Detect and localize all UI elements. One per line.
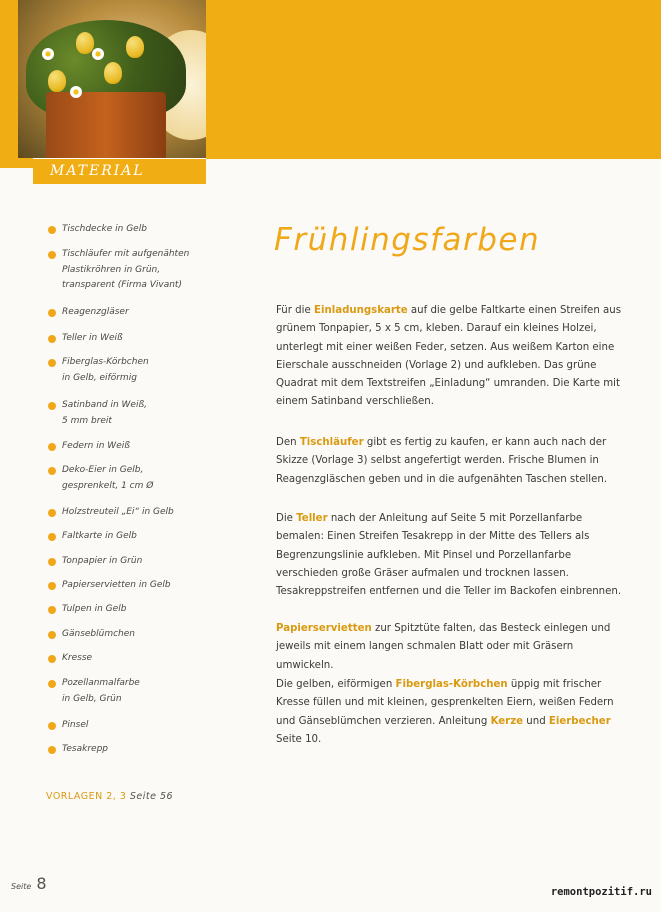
page-word: Seite xyxy=(11,882,32,891)
bullet-dot-icon xyxy=(48,722,56,730)
egg-shape xyxy=(104,62,122,84)
egg-shape xyxy=(48,70,66,92)
material-item: Kresse xyxy=(48,651,228,667)
bullet-dot-icon xyxy=(48,309,56,317)
material-item: Fiberglas-Körbchen in Gelb, eiförmig xyxy=(48,355,228,386)
material-item: Tulpen in Gelb xyxy=(48,602,228,618)
daisy-shape xyxy=(42,48,54,60)
material-item: Papierservietten in Gelb xyxy=(48,578,228,594)
highlight-term: Papierservietten xyxy=(276,623,372,634)
material-item: Federn in Weiß xyxy=(48,439,228,455)
bullet-dot-icon xyxy=(48,680,56,688)
material-item: Gänseblümchen xyxy=(48,627,228,643)
material-item: Deko-Eier in Gelb, gesprenkelt, 1 cm Ø xyxy=(48,463,228,494)
highlight-term: Tischläufer xyxy=(299,437,364,448)
material-item: Tesakrepp xyxy=(48,742,228,758)
paragraph-table-runner: Den Tischläufer gibt es fertig zu kaufen, er kann auch nach der Skizze (Vorlage 3) selbst angefertigt werden. Frische Blumen in Reagenzgläschen geben und in die aufgenähten Taschen stellen. xyxy=(276,437,608,485)
templates-label: VORLAGEN 2, 3 xyxy=(46,791,127,802)
material-item: Holzstreuteil „Ei“ in Gelb xyxy=(48,505,228,521)
bullet-dot-icon xyxy=(48,606,56,614)
paragraph-napkins: Papierservietten zur Spitztüte falten, das Besteck einlegen und jeweils mit einem langen schmalen Blatt oder mit Gräsern umwickeln. xyxy=(276,623,611,671)
decoration-photo xyxy=(18,0,206,158)
material-item: Faltkarte in Gelb xyxy=(48,529,228,545)
bullet-dot-icon xyxy=(48,582,56,590)
bullet-dot-icon xyxy=(48,467,56,475)
top-color-band xyxy=(206,0,661,159)
material-item: Tischdecke in Gelb xyxy=(48,222,228,238)
material-item: Pozellanmalfarbe in Gelb, Grün xyxy=(48,676,228,707)
page-title: Frühlingsfarben xyxy=(274,222,541,258)
highlight-term: Eierbecher xyxy=(548,715,611,727)
egg-shape xyxy=(126,36,144,58)
highlight-term: Kerze xyxy=(490,715,524,727)
material-item: Teller in Weiß xyxy=(48,331,228,347)
bullet-dot-icon xyxy=(48,226,56,234)
highlight-term: Fiberglas-Körbchen xyxy=(395,679,508,690)
daisy-shape xyxy=(92,48,104,60)
bullet-dot-icon xyxy=(48,558,56,566)
bullet-dot-icon xyxy=(48,655,56,663)
templates-page: Seite 56 xyxy=(129,791,174,802)
material-item: Tonpapier in Grün xyxy=(48,554,228,570)
material-item: Tischläufer mit aufgenähten Plastikröhren in Grün, transparent (Firma Vivant) xyxy=(48,247,228,294)
bullet-dot-icon xyxy=(48,359,56,367)
material-item: Reagenzgläser xyxy=(48,305,228,321)
egg-shape xyxy=(76,32,94,54)
bullet-dot-icon xyxy=(48,251,56,259)
highlight-term: Teller xyxy=(296,513,328,524)
highlight-term: Einladungskarte xyxy=(314,305,408,316)
bullet-dot-icon xyxy=(48,335,56,343)
paragraph-baskets: Die gelben, eiförmigen Fiberglas-Körbchen üppig mit frischer Kresse füllen und mit kleinen, gesprenkelten Eiern, weißen Federn und Gänseblümchen verzieren. Anleitung Kerze und Eierbecher Seite 10. xyxy=(276,679,614,745)
bullet-dot-icon xyxy=(48,533,56,541)
pot-shape xyxy=(46,92,166,158)
bullet-dot-icon xyxy=(48,746,56,754)
page-number-value: 8 xyxy=(36,874,47,893)
bullet-dot-icon xyxy=(48,443,56,451)
bullet-dot-icon xyxy=(48,402,56,410)
daisy-shape xyxy=(70,86,82,98)
material-item: Pinsel xyxy=(48,718,228,734)
material-header: MATERIAL xyxy=(33,159,206,184)
watermark: remontpozitif.ru xyxy=(550,886,652,898)
paragraph-plates: Die Teller nach der Anleitung auf Seite 5 mit Porzellanfarbe bemalen: Einen Streifen Tesakrepp in der Mitte des Tellers als Begrenzungslinie aufkleben. Mit Pinsel und Porzellanfarbe verschieden große Gräser aufmalen und trocknen lassen. Tesakreppstreifen entfernen und die Teller im Backofen einbrennen. xyxy=(276,513,622,598)
bullet-dot-icon xyxy=(48,509,56,517)
paragraph-invitation: Für die Einladungskarte auf die gelbe Faltkarte einen Streifen aus grünem Tonpapier, 5 x 5 cm, kleben. Darauf ein kleines Holzei, unterlegt mit einer weißen Feder, setzen. Aus weißem Karton eine Eierschale ausschneiden (Vorlage 2) und aufkleben. Das grüne Quadrat mit dem Textstreifen „Einladung“ umranden. Die Karte mit einem Satinband verschließen. xyxy=(276,305,622,408)
templates-reference xyxy=(46,791,173,802)
material-item: Satinband in Weiß, 5 mm breit xyxy=(48,398,228,429)
page-number xyxy=(11,874,47,893)
bullet-dot-icon xyxy=(48,631,56,639)
